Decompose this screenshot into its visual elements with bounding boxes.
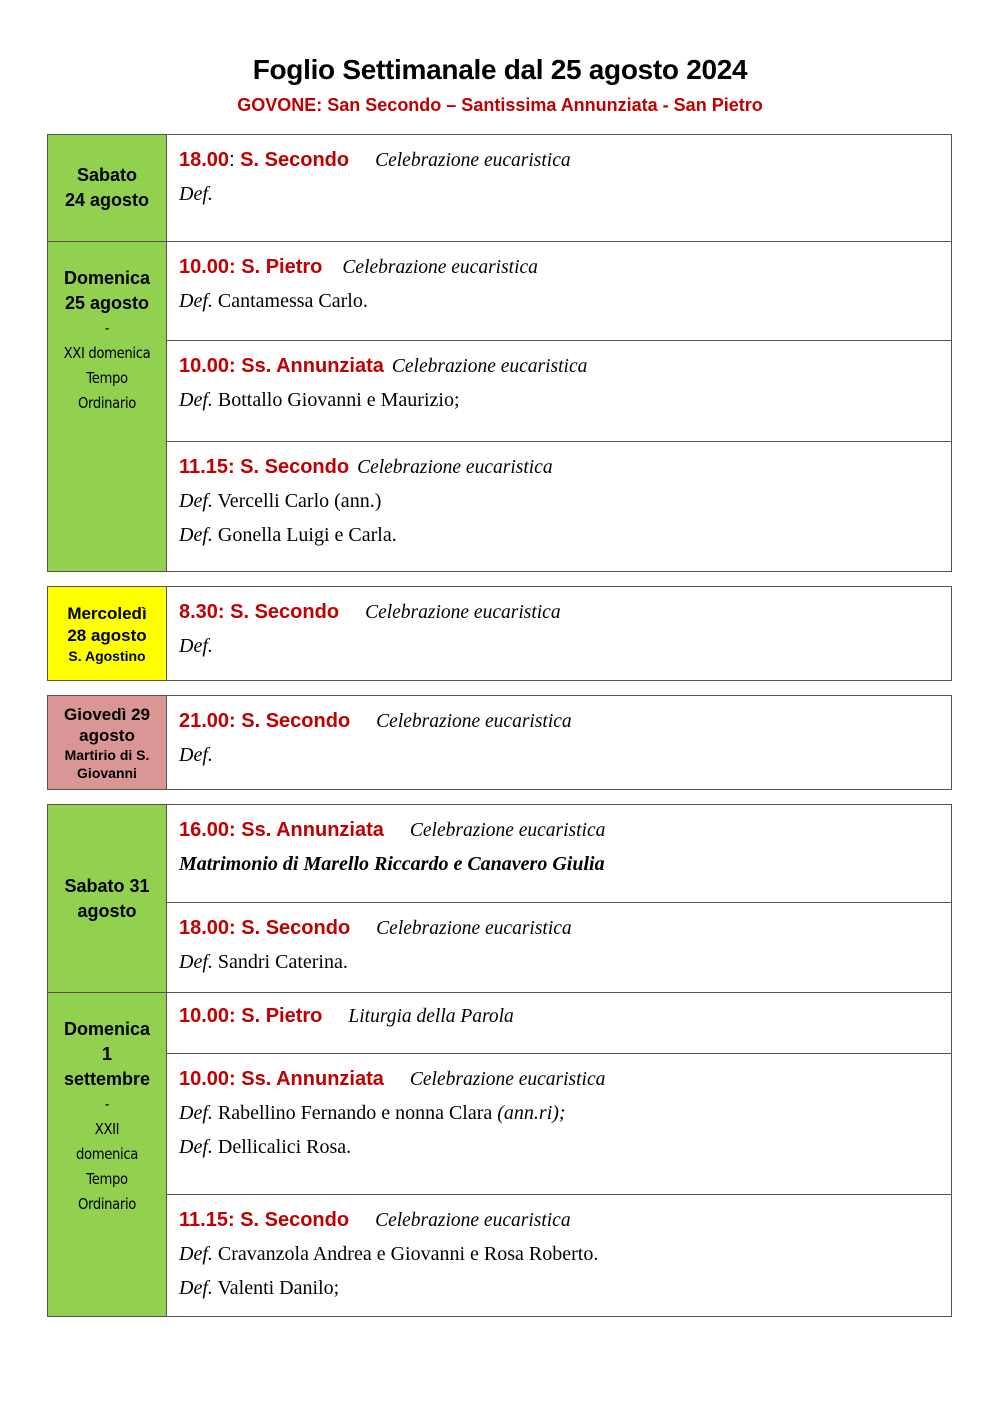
event-cell [167, 135, 952, 242]
event-time: 10.00: Ss. Annunziata [179, 355, 384, 377]
event-cell: 10.00: Ss. Annunziata Celebrazione eucaristica Def. Bottallo Giovanni e Maurizio; [167, 341, 952, 442]
saint-name: Martirio di S. [64, 746, 150, 763]
event-cell [167, 805, 952, 903]
day-date: 24 agosto [64, 190, 150, 210]
event-description: Celebrazione eucaristica [391, 356, 588, 377]
event-description: Liturgia della Parola [348, 1006, 514, 1027]
deceased-names: Bottallo Giovanni e Maurizio; [212, 389, 460, 411]
event-cell [167, 993, 952, 1054]
subtitle-place: GOVONE [237, 95, 317, 115]
subtitle-churches: : San Secondo – Santissima Annunziata - San Pietro [316, 95, 763, 115]
saint-name: S. Agostino [68, 647, 146, 664]
event-cell: 11.15: S. Secondo Celebrazione eucaristica Def. Vercelli Carlo (ann.) Def. Gonella Luigi e Carla. [167, 442, 952, 572]
event-cell: 21.00: S. Secondo Celebrazione eucaristica Def. [167, 696, 952, 790]
day-cell [48, 805, 167, 993]
day-cell [48, 135, 167, 242]
event-description: Celebrazione eucaristica [365, 602, 561, 623]
deceased-names: Cantamessa Carlo. [212, 290, 368, 312]
schedule-block-sabato-24 [47, 134, 952, 242]
schedule-block-mercoledi-28 [47, 586, 952, 681]
deceased-names: Gonella Luigi e Carla. [212, 524, 397, 546]
event-description: Celebrazione eucaristica [376, 918, 572, 939]
deceased-names: Valenti Danilo; [212, 1277, 340, 1299]
event-time: 10.00: Ss. Annunziata [179, 1068, 384, 1090]
event-cell: 10.00: S. Pietro Celebrazione eucaristica Def. Cantamessa Carlo. [167, 242, 952, 341]
event-description: Celebrazione eucaristica [357, 457, 553, 478]
deceased-names: Sandri Caterina. [212, 951, 348, 973]
day-label: Mercoledì [67, 603, 147, 623]
day-cell [48, 587, 167, 681]
day-label: Sabato [76, 165, 137, 185]
day-month: settembre [63, 1069, 151, 1089]
event-time: 10.00: S. Pietro [179, 1005, 323, 1027]
event-description: Celebrazione eucaristica [409, 1069, 606, 1090]
event-cell: 10.00: Ss. Annunziata Celebrazione eucaristica Def. Rabellino Fernando e nonna Clara (ann.ri); Def. Dellicalici Rosa. [167, 1054, 952, 1195]
event-time: 18.00: S. Secondo [179, 149, 350, 171]
event-time: 18.00: S. Secondo [179, 917, 351, 939]
event-time: 16.00: Ss. Annunziata [179, 819, 384, 841]
def-label: Def. [179, 183, 213, 205]
deceased-names: Cravanzola Andrea e Giovanni e Rosa Roberto. [212, 1243, 599, 1265]
event-description: Celebrazione eucaristica [376, 711, 572, 732]
day-date: agosto [77, 900, 137, 921]
event-cell: 18.00: S. Secondo Celebrazione eucaristica Def. Sandri Caterina. [167, 903, 952, 993]
day-date: 28 agosto [67, 625, 147, 645]
event-cell: 11.15: S. Secondo Celebrazione eucaristica Def. Cravanzola Andrea e Giovanni e Rosa Roberto. Def. Valenti Danilo; [167, 1195, 952, 1317]
event-description: Celebrazione eucaristica [375, 150, 571, 171]
event-time: 11.15: S. Secondo [179, 1209, 350, 1231]
day-cell: Domenica 25 agosto - XXI domenica Tempo Ordinario [48, 242, 167, 572]
day-label: Giovedì 29 [64, 704, 150, 724]
deceased-names: Dellicalici Rosa. [212, 1136, 352, 1158]
event-time: 10.00: S. Pietro [179, 256, 323, 278]
day-label: Domenica [63, 1019, 151, 1039]
day-cell: Giovedì 29 agosto Martirio di S. Giovanni [48, 696, 167, 790]
day-date: 1 [101, 1044, 112, 1064]
day-label: Domenica [63, 268, 151, 288]
deceased-names: Rabellino Fernando e nonna Clara [212, 1102, 498, 1124]
schedule-block-sabato-31-domenica-1 [47, 804, 952, 1317]
event-cell: 8.30: S. Secondo Celebrazione eucaristica Def. [167, 587, 952, 681]
wedding-note: Matrimonio di Marello Riccardo e Canavero Giulia [179, 853, 605, 875]
event-time: 11.15: S. Secondo [179, 456, 350, 478]
event-description: Celebrazione eucaristica [375, 1210, 571, 1231]
event-time: 8.30: S. Secondo [179, 601, 340, 623]
liturgical-day: XXI domenica [63, 344, 151, 362]
day-label: Sabato 31 [64, 875, 150, 896]
schedule-block-giovedi-29 [47, 695, 952, 790]
day-date: agosto [79, 725, 135, 745]
event-description: Celebrazione eucaristica [409, 820, 606, 841]
event-description: Celebrazione eucaristica [342, 257, 538, 278]
deceased-names: Vercelli Carlo (ann.) [212, 490, 382, 512]
page-subtitle [0, 95, 1000, 116]
liturgical-day: XXII [94, 1120, 120, 1138]
day-cell: Domenica 1 settembre - XXII domenica Tempo Ordinario [48, 993, 167, 1317]
event-time: 21.00: S. Secondo [179, 710, 351, 732]
page-title: Foglio Settimanale dal 25 agosto 2024 [252, 54, 748, 85]
day-date: 25 agosto [64, 293, 150, 313]
schedule-block-domenica-25 [47, 241, 952, 572]
